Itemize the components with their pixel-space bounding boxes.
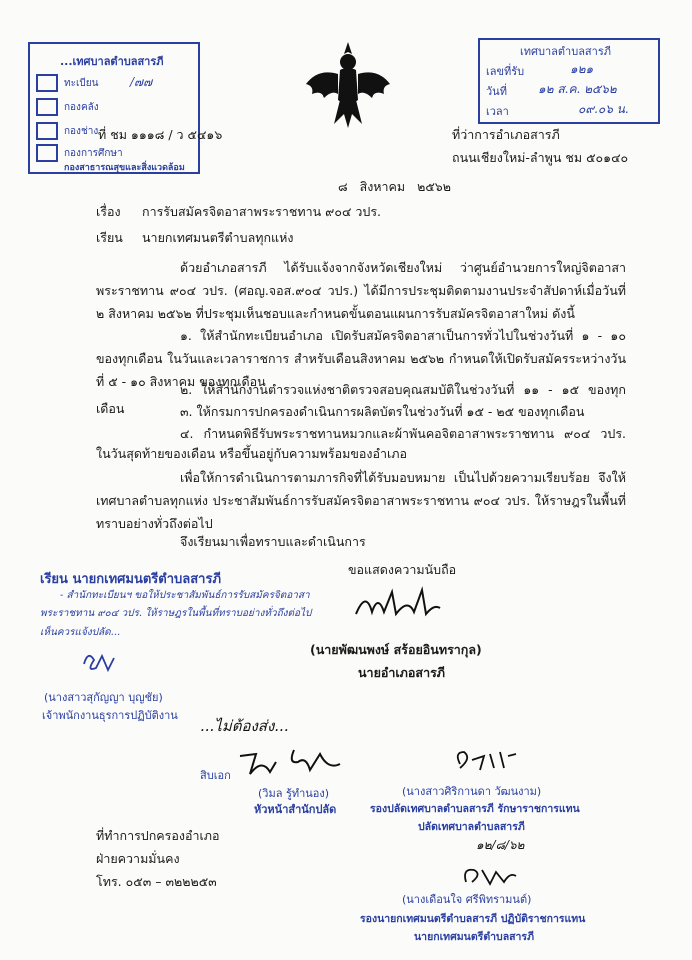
deputy-signature [450,746,520,776]
routing-stamp-title: ...เทศบาลตำบลสารภี [60,55,164,68]
checkbox [36,98,58,116]
note-signature [78,648,118,676]
receipt-time-label: เวลา [486,105,509,118]
signer-title: นายอำเภอสารภี [358,665,446,680]
receipt-number: ๑๒๑ [570,62,594,76]
deputy-date: ๑๒/๘/๖๒ [476,838,525,852]
signature [352,584,442,624]
doc-date: ๘ สิงหาคม ๒๕๖๒ [338,179,451,194]
garuda-emblem [300,38,396,134]
clerk-signature [236,744,346,780]
body-paragraph: ด้วยอำเภอสารภี ได้รับแจ้งจากจังหวัดเชียงใหม่ ว่าศูนย์อำนวยการใหญ่จิตอาสาพระราชทาน ๙๐๔ วปร. (ศอญ.จอส.๙๐๔ วปร.) ได้มีการประชุมติดตามงานประจำสัปดาห์เมื่อวันที่ ๒ สิงหาคม ๒๕๖๒ ที่ประชุมเห็นชอบและกำหนดขั้นตอนแผนการรับสมัครจิตอาสาใหม่ ดังนี้ [96,260,626,321]
receipt-date-label: วันที่ [486,85,507,98]
handwritten-mark: /๗๗ [130,75,153,89]
mayor-title-line2: นายกเทศมนตรีตำบลสารภี [414,931,534,943]
mayor-signature [460,862,520,888]
office-address: ถนนเชียงใหม่-ลำพูน ชม ๕๐๑๔๐ [452,150,629,165]
routing-stamp [28,42,200,174]
recipient: นายกเทศมนตรีตำบลทุกแห่ง [142,230,294,245]
receipt-stamp [478,38,660,124]
deputy-name: (นางสาวศิริกานดา วัฒนงาม) [402,785,542,798]
footer-tel: โทร. ๐๕๓ – ๓๒๒๒๕๓ [96,874,217,889]
receipt-stamp-title: เทศบาลตำบลสารภี [520,45,611,58]
body-item: ๑. ให้สำนักทะเบียนอำเภอ เปิดรับสมัครจิตอาสาเป็นการทั่วไปในช่วงวันที่ ๑ - ๑๐ ของทุกเดือน ในวันและเวลาราชการ สำหรับเดือนสิงหาคม ๒๕๖๒ กำหนดให้เปิดรับสมัครระหว่างวันที่ ๕ - ๑๐ สิงหาคม ของทุกเดือน [96,328,626,389]
note-signer-title: เจ้าพนักงานธุรการปฏิบัติงาน [42,709,178,722]
note-line: พระราชทาน ๙๐๔ วปร. ให้ราษฎรในพื้นที่ทราบอย่างทั่วถึงต่อไป [40,608,312,619]
doc-number: ที่ ชม ๑๑๑๘ / ว ๕๔๑๖ [98,127,223,142]
note-line: เห็นควรแจ้งปลัด... [40,627,121,638]
subject: การรับสมัครจิตอาสาพระราชทาน ๙๐๔ วปร. [142,204,382,219]
footer-dept: ฝ่ายความมั่นคง [96,851,180,866]
checkbox [36,74,58,92]
receipt-time: ๐๙.๐๖ น. [578,102,629,116]
routing-item: ทะเบียน [64,78,99,89]
receipt-date: ๑๒ ส.ค. ๒๕๖๒ [538,82,617,96]
routing-item: กองสาธารณสุขและสิ่งแวดล้อม [64,163,185,173]
hand-note: ...ไม่ต้องส่ง... [200,717,289,735]
note-signer-name: (นางสาวสุกัญญา บุญชัย) [44,691,163,704]
mayor-name: (นางเดือนใจ ศรีพิทรามนต์) [402,893,532,906]
recipient-label: เรียน [96,230,123,245]
routing-item: กองคลัง [64,102,99,113]
receipt-number-label: เลขที่รับ [486,65,525,78]
checkbox [36,144,58,162]
note-stamp: เรียน นายกเทศมนตรีตำบลสารภี [40,572,222,587]
closing: ขอแสดงความนับถือ [348,562,457,577]
note-line: - สำนักทะเบียนฯ ขอให้ประชาสัมพันธ์การรับสมัครจิตอาสา [60,590,310,601]
clerk-title: หัวหน้าสำนักปลัด [254,803,337,816]
subject-label: เรื่อง [96,204,121,219]
deputy-title: รองปลัดเทศบาลตำบลสารภี รักษาราชการแทน [370,803,580,815]
body-item: ๒. ให้สำนักงานตำรวจแห่งชาติตรวจสอบคุณสมบัติในช่วงวันที่ ๑๑ - ๑๕ ของทุกเดือน [96,382,626,416]
checkbox [36,122,58,140]
clerk-name: (วิมล รู้ทำนอง) [258,787,330,800]
routing-item: กองการศึกษา [64,148,123,159]
body-closing-line: จึงเรียนมาเพื่อทราบและดำเนินการ [180,534,366,549]
body-paragraph: เพื่อให้การดำเนินการตามภารกิจที่ได้รับมอบหมาย เป็นไปด้วยความเรียบร้อย จึงให้เทศบาลตำบลทุกแห่ง ประชาสัมพันธ์การรับสมัครจิตอาสาพระราชทาน ๙๐๔ วปร. ให้ราษฎรในพื้นที่ทราบอย่างทั่วถึงต่อไป [96,470,626,531]
mayor-title: รองนายกเทศมนตรีตำบลสารภี ปฏิบัติราชการแทน [360,913,586,925]
office-name: ที่ว่าการอำเภอสารภี [452,127,560,142]
body-item: ๓. ให้กรมการปกครองดำเนินการผลิตบัตรในช่วงวันที่ ๑๕ - ๒๕ ของทุกเดือน [180,404,585,419]
deputy-title-line2: ปลัดเทศบาลตำบลสารภี [418,821,525,833]
signer-name: (นายพัฒนพงษ์ สร้อยอินทรากุล) [310,642,482,657]
routing-item: กองช่าง [64,126,99,137]
footer-office: ที่ทำการปกครองอำเภอ [96,828,220,843]
clerk-rank: สิบเอก [200,769,231,782]
body-item: ๔. กำหนดพิธีรับพระราชทานหมวกและผ้าพันคอจิตอาสาพระราชทาน ๙๐๔ วปร. ในวันสุดท้ายของเดือน หรือขึ้นอยู่กับความพร้อมของอำเภอ [96,426,626,461]
